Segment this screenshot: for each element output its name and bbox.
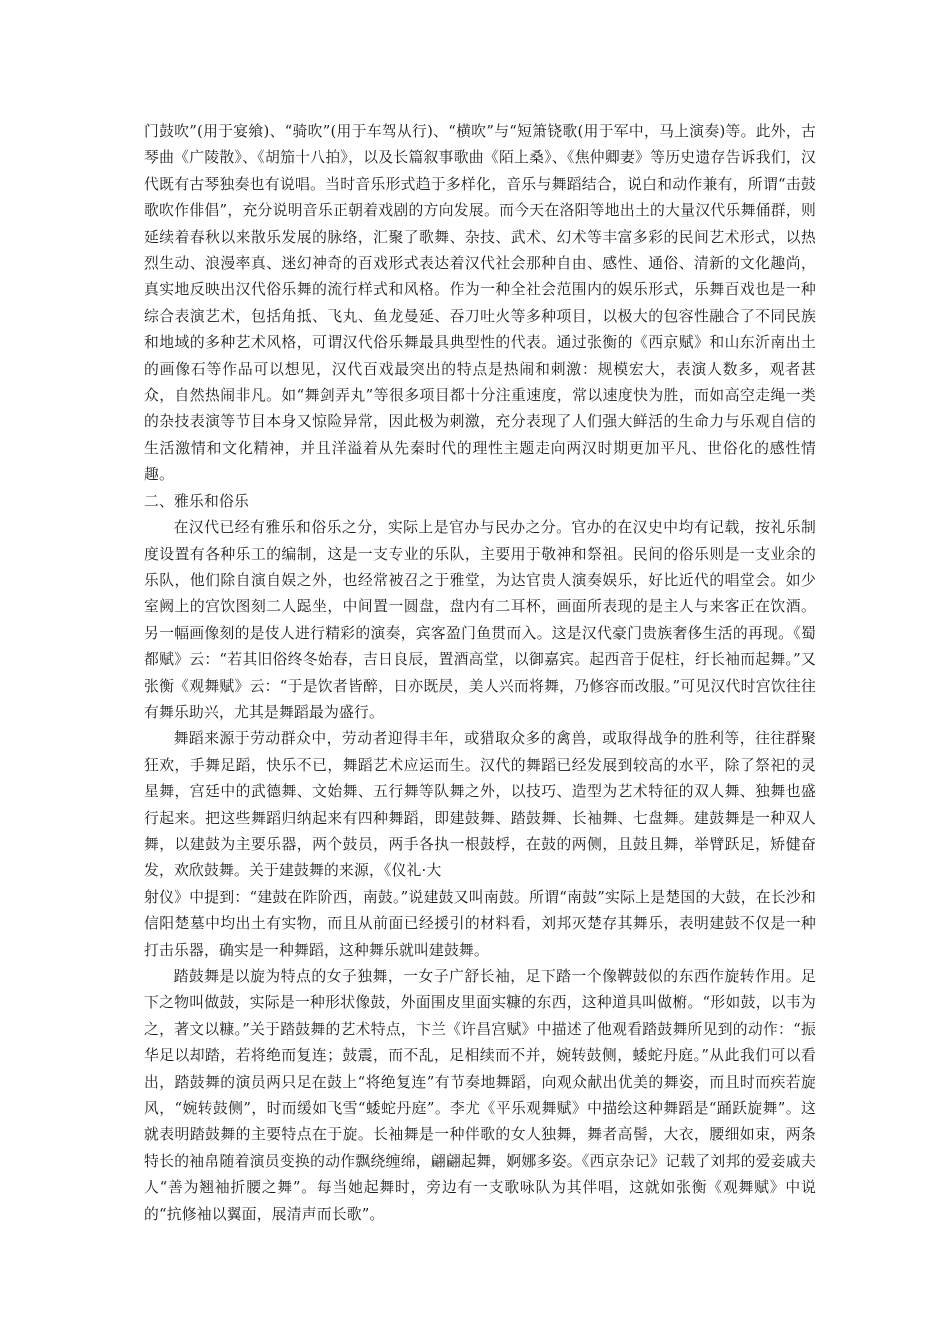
paragraph-music-forms: 门鼓吹”(用于宴飨)、“骑吹”(用于车驾从行)、“横吹”与“短箫铙歌(用于军中，马上演奏)等。此外，古琴曲《广陵散》、《胡笳十八拍》，以及长篇叙事歌曲《陌上桑》、《焦仲卿妻》等历史遗存告诉我们，汉代既有古琴独奏也有说唱。当时音乐形式趋于多样化，音乐与舞蹈结合，说白和动作兼有，所谓“击鼓歌吹作俳倡”，充分说明音乐正朝着戏剧的方向发展。而今天在洛阳等地出土的大量汉代乐舞俑群，则延续着春秋以来散乐发展的脉络，汇聚了歌舞、杂技、武术、幻术等丰富多彩的民间艺术形式，以热烈生动、浪漫率真、迷幻神奇的百戏形式表达着汉代社会那种自由、感性、通俗、清新的文化趣尚，真实地反映出汉代俗乐舞的流行样式和风格。作为一种全社会范围内的娱乐形式，乐舞百戏也是一种综合表演艺术，包括角抵、飞丸、鱼龙曼延、吞刀吐火等多种项目，以极大的包容性融合了不同民族和地域的多种艺术风格，可谓汉代俗乐舞最具典型性的代表。通过张衡的《西京赋》和山东沂南出土的画像石等作品可以想见，汉代百戏最突出的特点是热闹和刺激：规模宏大，表演人数多，观者甚众，自然热闹非凡。如“舞剑弄丸”等很多项目都十分注重速度，常以速度快为胜，而如高空走绳一类的杂技表演等节目本身又惊险异常，因此极为刺激，充分表现了人们强大鲜活的生命力与乐观自信的生活激情和文化精神，并且洋溢着从先秦时代的理性主题走向两汉时期更加平凡、世俗化的感性情趣。 xyxy=(144,123,816,484)
paragraph-jiangu-dance: 射仪》中提到：“建鼓在阼阶西，南鼓。”说建鼓又叫南鼓。所谓“南鼓”实际上是楚国的大鼓，在长沙和信阳楚墓中均出土有实物，而且从前面已经援引的材料看，刘邦灭楚存其舞乐，表明建鼓不仅是一种打击乐器，确实是一种舞蹈，这种舞乐就叫建鼓舞。 xyxy=(144,888,816,959)
section-heading-yayue-suyue: 二、雅乐和俗乐 xyxy=(144,492,249,510)
paragraph-tagu-dance: 踏鼓舞是以旋为特点的女子独舞，一女子广舒长袖，足下踏一个像鞞鼓似的东西作旋转作用。足下之物叫做鼓，实际是一种形状像鼓，外面围皮里面实糠的东西，这种道具叫做椨。“形如鼓，以韦为之，著文以糠。”关于踏鼓舞的艺术特点，卞兰《许昌宫赋》中描述了他观看踏鼓舞所见到的动作：“振华足以却踏，若将绝而复连；鼓震，而不乱，足相续而不并，婉转鼓侧，蜲蛇丹庭。”从此我们可以看出，踏鼓舞的演员两只足在鼓上“将绝复连”有节奏地舞蹈，向观众献出优美的舞姿，而且时而疾若旋风，“婉转鼓侧”，时而缓如飞雪“蜲蛇丹庭”。李尤《平乐观舞赋》中描绘这种舞蹈是“踊跃旋舞”。这就表明踏鼓舞的主要特点在于旋。长袖舞是一种伴歌的女人独舞，舞者高髻，大衣，腰细如束，两条特长的袖帛随着演员变换的动作飘绕缠绵，翩翩起舞，婀娜多姿。《西京杂记》记载了刘邦的爱妾戚夫人“善为翘袖折腰之舞”。每当她起舞时，旁边有一支歌咏队为其伴唱，这就如张衡《观舞赋》中说的“抗修袖以翼面，展清声而长歌”。 xyxy=(144,968,816,1223)
paragraph-dance-origins: 舞蹈来源于劳动群众中，劳动者迎得丰年，或猎取众多的禽兽，或取得战争的胜利等，往往群聚狂欢，手舞足蹈，快乐不已，舞蹈艺术应运而生。汉代的舞蹈已经发展到较高的水平，除了祭祀的灵星舞，宫廷中的武德舞、文始舞、五行舞等队舞之外，以技巧、造型为艺术特征的双人舞、独舞也盛行起来。把这些舞蹈归纳起来有四种舞蹈，即建鼓舞、踏鼓舞、长袖舞、七盘舞。建鼓舞是一种双人舞，以建鼓为主要乐器，两个鼓员，两手各执一根鼓桴，在鼓的两侧，且鼓且舞，举臂跃足，矫健奋发，欢欣鼓舞。关于建鼓舞的来源，《仪礼·大 xyxy=(144,730,816,880)
document-body xyxy=(144,119,816,1228)
paragraph-yayue-suyue: 在汉代已经有雅乐和俗乐之分，实际上是官办与民办之分。官办的在汉史中均有记载，按礼乐制度设置有各种乐工的编制，这是一支专业的乐队，主要用于敬神和祭祖。民间的俗乐则是一支业余的乐队，他们除自演自娱之外，也经常被召之于雅堂，为达官贵人演奏娱乐，好比近代的唱堂会。如少室阙上的宫饮图刻二人跽坐，中间置一圆盘，盘内有二耳杯，画面所表现的是主人与来客正在饮酒。另一幅画像刻的是伎人进行精彩的演奏，宾客盈门鱼贯而入。这是汉代豪门贵族奢侈生活的再现。《蜀都赋》云：“若其旧俗终冬始春，吉日良辰，置酒高堂，以御嘉宾。起西音于促柱，纡长袖而起舞。”又张衡《观舞赋》云：“于是饮者皆醉，日亦既昃，美人兴而将舞，乃修容而改服。”可见汉代时宫饮往往有舞乐助兴，尤其是舞蹈最为盛行。 xyxy=(144,519,816,721)
